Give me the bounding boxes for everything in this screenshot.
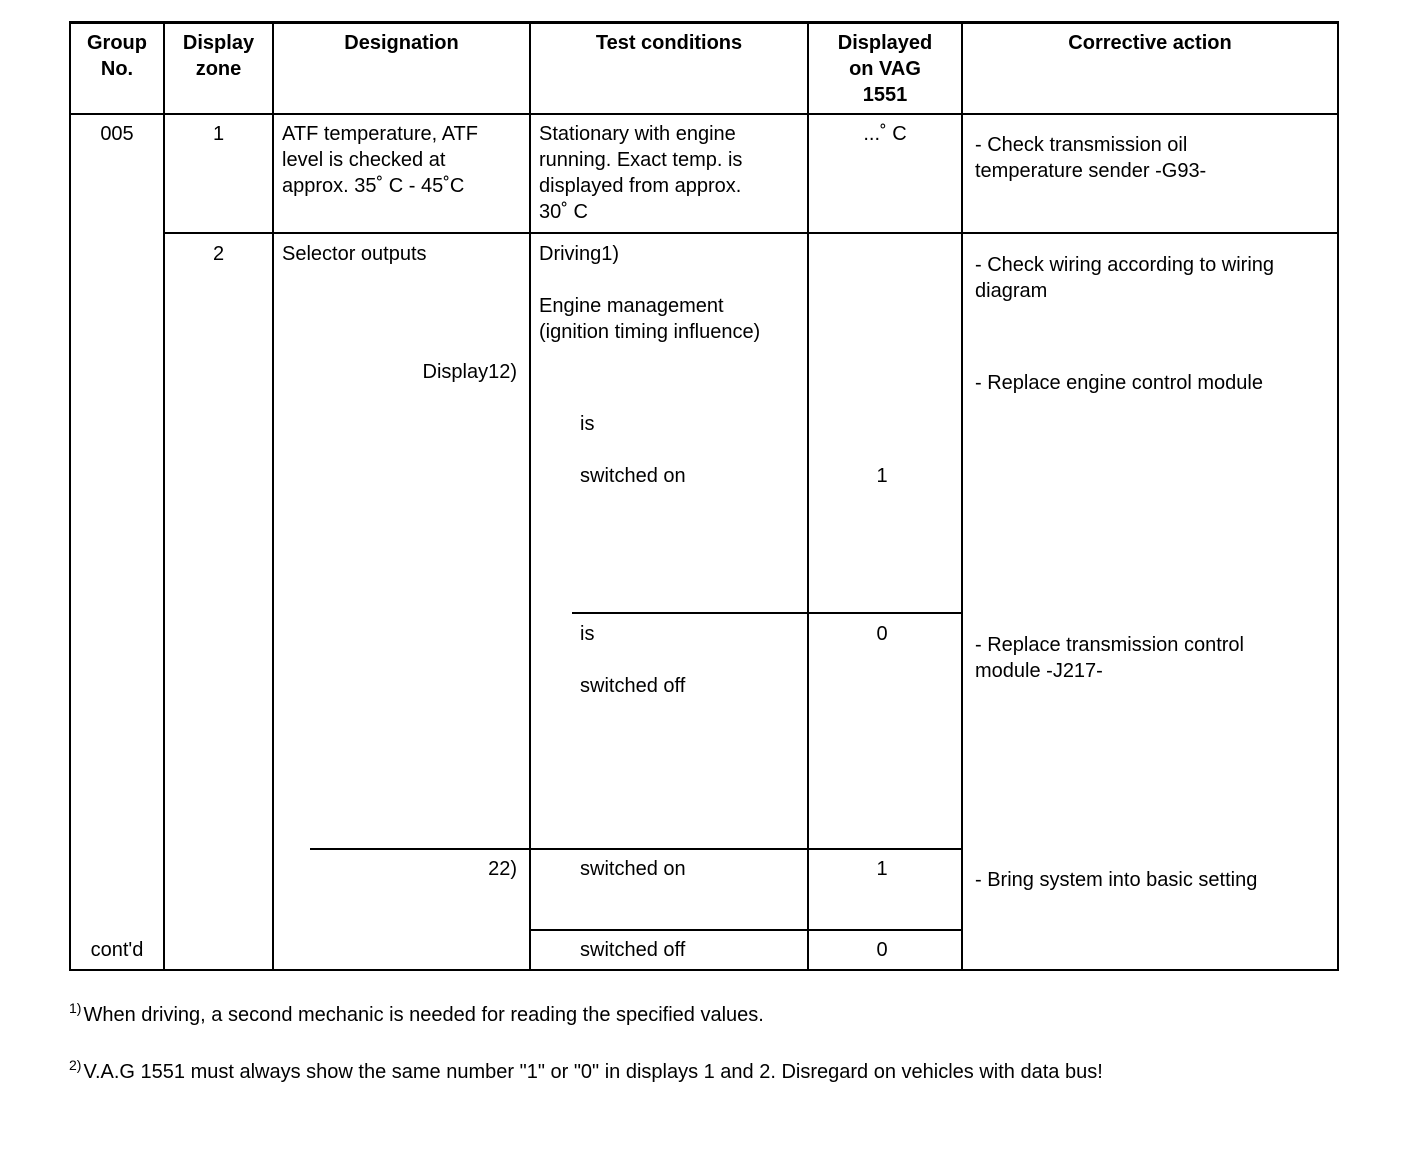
continued-label: cont'd [90, 939, 144, 961]
displayed-value-on-1: 1 [876, 465, 888, 487]
test-divider-on-off [572, 612, 962, 614]
test-atf: Stationary with engine running. Exact temp. is displayed from approx. 30˚ C [539, 123, 743, 223]
test-switched-on-1: switched on [580, 465, 686, 487]
footnote-2-text: V.A.G 1551 must always show the same number "1" or "0" in displays 1 and 2. Disregard on vehicles with data bus! [83, 1061, 1103, 1083]
designation-atf: ATF temperature, ATF level is checked at approx. 35˚ C - 45˚C [282, 123, 478, 197]
designation-display2: 22) [488, 858, 517, 880]
header-divider [69, 113, 1339, 115]
action-replace-tcm: - Replace transmission control module -J217- [975, 634, 1244, 682]
designation-display1: Display12) [422, 361, 517, 383]
action-replace-ecm: - Replace engine control module [975, 372, 1263, 394]
col-divider-4 [807, 21, 809, 971]
displayed-value-off-2: 0 [876, 939, 888, 961]
displayed-temp: ...˚ C [863, 123, 907, 145]
col-divider-1 [163, 21, 165, 971]
header-display-zone: Display zone [182, 32, 255, 80]
col-divider-3 [529, 21, 531, 971]
footnote-1 [69, 1002, 764, 1029]
header-designation: Designation [344, 32, 459, 54]
header-test-conditions: Test conditions [595, 32, 743, 54]
footnote-1-text: When driving, a second mechanic is needed for reading the specified values. [83, 1004, 764, 1026]
footnote-2 [69, 1059, 1103, 1086]
test-is-1: is [580, 413, 595, 435]
header-group-no: Group No. [87, 32, 147, 80]
table-border-bottom [69, 969, 1339, 971]
displayed-value-off-1: 0 [876, 623, 888, 645]
display-zone-2: 2 [212, 243, 225, 265]
display2-on-off-divider [530, 929, 962, 931]
footnote-2-mark: 2) [69, 1057, 82, 1073]
header-corrective-action: Corrective action [1068, 32, 1232, 54]
test-engine-management: Engine management (ignition timing influence) [539, 295, 761, 343]
col-divider-2 [272, 21, 274, 971]
test-is-2: is [580, 623, 595, 645]
displayed-value-on-2: 1 [876, 858, 888, 880]
action-check-wiring: - Check wiring according to wiring diagram [975, 254, 1275, 302]
test-switched-on-2: switched on [580, 858, 686, 880]
group-number: 005 [100, 123, 134, 145]
display-zone-1: 1 [212, 123, 225, 145]
footnote-1-mark: 1) [69, 1000, 82, 1016]
row-divider-1 [164, 232, 1339, 234]
designation-selector-outputs: Selector outputs [282, 243, 427, 265]
header-displayed: Displayed on VAG 1551 [837, 32, 933, 106]
display2-divider [310, 848, 962, 850]
test-driving: Driving1) [539, 243, 620, 265]
test-switched-off-1: switched off [580, 675, 686, 697]
table-border-top [69, 21, 1339, 24]
action-basic-setting: - Bring system into basic setting [975, 869, 1258, 891]
col-divider-5 [961, 21, 963, 971]
table-border-right [1337, 21, 1339, 971]
table-border-left [69, 21, 71, 971]
test-switched-off-2: switched off [580, 939, 686, 961]
action-check-sender: - Check transmission oil temperature sender -G93- [975, 134, 1207, 182]
